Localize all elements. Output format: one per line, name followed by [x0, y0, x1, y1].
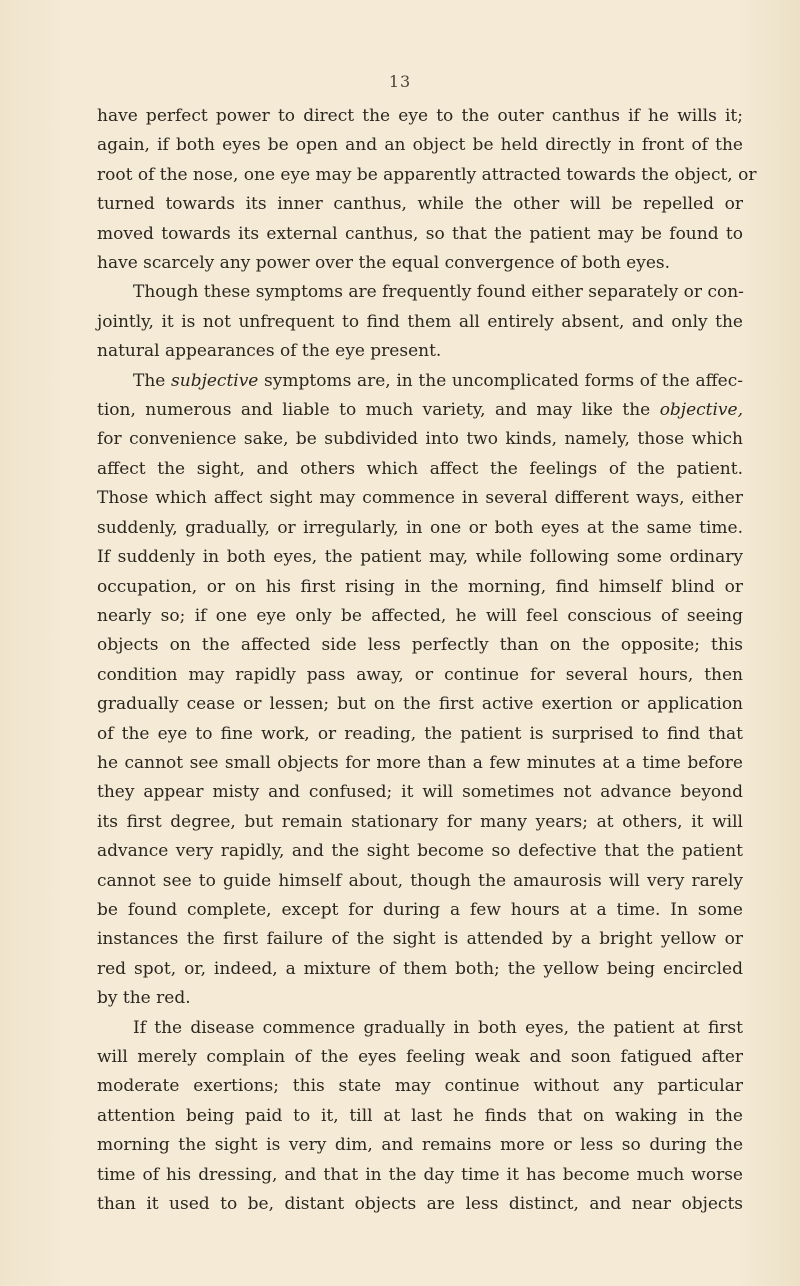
text-line: they appear misty and confused; it will sometimes not advance beyond [97, 782, 743, 803]
paragraph-2 [97, 278, 743, 366]
text-line: If the disease commence gradually in both eyes, the patient at first [133, 1017, 743, 1038]
text-line: Those which affect sight may commence in several different ways, either [97, 488, 743, 509]
text-line: have scarcely any power over the equal convergence of both eyes. [97, 253, 671, 274]
italic-term: subjective [171, 370, 259, 391]
page-number: 13 [388, 72, 412, 91]
text-line: attention being paid to it, till at last he finds that on waking in the [97, 1105, 743, 1126]
text-line: jointly, it is not unfrequent to find them all entirely absent, and only the [97, 311, 743, 332]
text-line: cannot see to guide himself about, though the amaurosis will very rarely [97, 870, 743, 891]
text-line: will merely complain of the eyes feeling weak and soon fatigued after [97, 1047, 743, 1067]
text-line: time of his dressing, and that in the day time it has become much worse [97, 1164, 743, 1185]
body-text [97, 102, 757, 1219]
italic-term: objective, [659, 400, 743, 421]
text-line: than it used to be, distant objects are less distinct, and near objects [97, 1194, 743, 1215]
text-line: he cannot see small objects for more than a few minutes at a time before [97, 752, 743, 773]
text-line: root of the nose, one eye may be apparently attracted towards the object, or [97, 164, 757, 185]
text-line: condition may rapidly pass away, or continue for several hours, then [97, 664, 743, 685]
paragraph-3 [97, 367, 743, 1014]
text-run: tion, numerous and liable to much variety, and may like the [97, 400, 660, 421]
text-line: moved towards its external canthus, so that the patient may be found to [97, 223, 743, 244]
text-line: red spot, or, indeed, a mixture of them both; the yellow being encircled [97, 958, 743, 979]
text-line: turned towards its inner canthus, while the other will be repelled or [97, 194, 743, 215]
text-line: moderate exertions; this state may continue without any particular [97, 1076, 743, 1097]
paragraph-1 [97, 102, 757, 278]
text-line: again, if both eyes be open and an object be held directly in front of the [97, 135, 743, 156]
text-line: of the eye to fine work, or reading, the patient is surprised to find that [97, 723, 743, 744]
text-line: affect the sight, and others which affect the feelings of the patient. [97, 458, 743, 479]
text-line [97, 396, 743, 425]
text-line [97, 367, 743, 396]
paragraph-4 [97, 1014, 743, 1220]
text-line: nearly so; if one eye only be affected, he will feel conscious of seeing [97, 605, 743, 626]
text-line: occupation, or on his first rising in the morning, find himself blind or [97, 576, 743, 597]
text-line: objects on the affected side less perfectly than on the opposite; this [97, 635, 743, 656]
text-run: symptoms are, in the uncomplicated forms of the affec- [258, 370, 743, 391]
text-line: suddenly, gradually, or irregularly, in one or both eyes at the same time. [97, 517, 743, 538]
text-line: for convenience sake, be subdivided into two kinds, namely, those which [97, 429, 743, 450]
text-line: If suddenly in both eyes, the patient may, while following some ordinary [97, 547, 743, 568]
text-line: morning the sight is very dim, and remains more or less so during the [97, 1135, 743, 1156]
text-line: be found complete, except for during a few hours at a time. In some [97, 899, 743, 920]
text-line: natural appearances of the eye present. [97, 341, 442, 362]
text-line: gradually cease or lessen; but on the first active exertion or application [97, 694, 743, 715]
text-line: Though these symptoms are frequently found either separately or con- [133, 282, 744, 303]
text-line: instances the first failure of the sight is attended by a bright yellow or [97, 929, 743, 950]
text-line: advance very rapidly, and the sight become so defective that the patient [97, 841, 743, 862]
text-line: by the red. [97, 988, 191, 1009]
text-run: The [133, 370, 172, 391]
text-line: have perfect power to direct the eye to the outer canthus if he wills it; [97, 106, 743, 126]
text-line: its first degree, but remain stationary for many years; at others, it will [97, 811, 743, 832]
